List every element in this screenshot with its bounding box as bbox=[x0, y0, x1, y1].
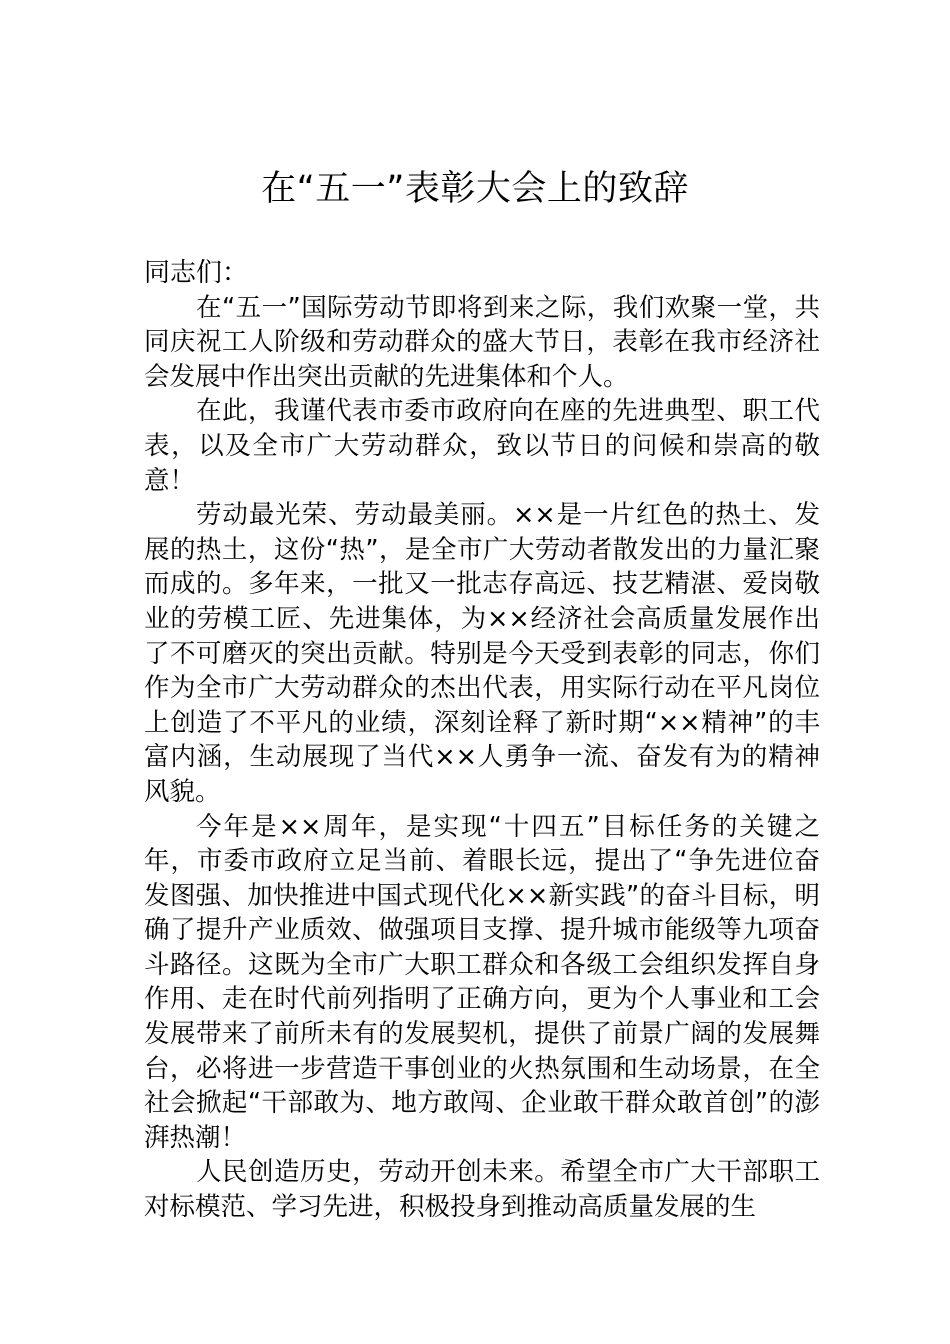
salutation: 同志们： bbox=[144, 258, 249, 288]
paragraph: 今年是××周年，是实现“十四五”目标任务的关键之年，市委市政府立足当前、着眼长远，提出了“争先进位奋发图强、加快推进中国式现代化××新实践”的奋斗目标，明确了提升产业质效、做强项目支撑、提升城市能级等九项奋斗路径。这既为全市广大职工群众和各级工会组织发挥自身作用、走在时代前列指明了正确方向，更为个人事业和工会发展带来了前所未有的发展契机，提供了前景广阔的发展舞台，必将进一步营造干事创业的火热氛围和生动场景，在全社会掀起“干部敢为、地方敢闯、企业敢干群众敢首创”的澎湃热潮！ bbox=[144, 811, 820, 1153]
paragraph: 人民创造历史，劳动开创未来。希望全市广大干部职工对标模范、学习先进，积极投身到推动高质量发展的生 bbox=[144, 1157, 820, 1223]
document-body bbox=[144, 256, 820, 1225]
document-title: 在“五一”表彰大会上的致辞 bbox=[261, 169, 689, 209]
paragraph: 劳动最光荣、劳动最美丽。××是一片红色的热土、发展的热土，这份“热”，是全市广大劳动者散发出的力量汇聚而成的。多年来，一批又一批志存高远、技艺精湛、爱岗敬业的劳模工匠、先进集体，为××经济社会高质量发展作出了不可磨灭的突出贡献。特别是今天受到表彰的同志，你们作为全市广大劳动群众的杰出代表，用实际行动在平凡岗位上创造了不平凡的业绩，深刻诠释了新时期“××精神”的丰富内涵，生动展现了当代××人勇争一流、奋发有为的精神风貌。 bbox=[144, 500, 820, 807]
paragraph: 在“五一”国际劳动节即将到来之际，我们欢聚一堂，共同庆祝工人阶级和劳动群众的盛大节日，表彰在我市经济社会发展中作出突出贡献的先进集体和个人。 bbox=[144, 292, 820, 392]
paragraph: 在此，我谨代表市委市政府向在座的先进典型、职工代表，以及全市广大劳动群众，致以节日的问候和崇高的敬意！ bbox=[144, 396, 820, 496]
